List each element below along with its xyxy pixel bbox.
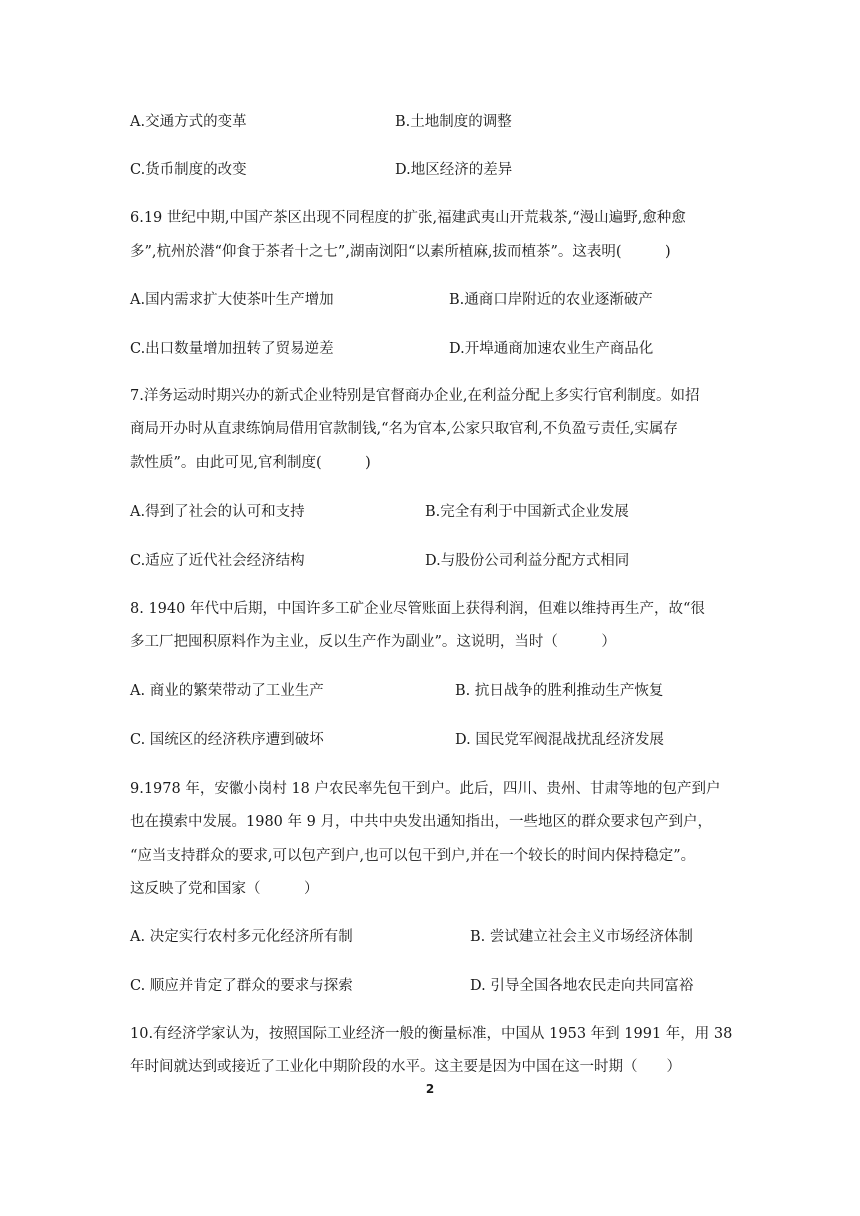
q9-option-c: C. 顺应并肯定了群众的要求与探索 — [130, 978, 353, 994]
q5-option-b: B.土地制度的调整 — [395, 114, 512, 130]
q6-option-d: D.开埠通商加速农业生产商品化 — [449, 341, 654, 357]
q9-option-b: B. 尝试建立社会主义市场经济体制 — [470, 929, 693, 945]
q6-stem-line-1: 6.19 世纪中期,中国产茶区出现不同程度的扩张,福建武夷山开荒栽茶,“漫山遍野,愈种愈 — [130, 210, 686, 226]
q9-option-a: A. 决定实行农村多元化经济所有制 — [130, 929, 353, 945]
q7-option-b: B.完全有利于中国新式企业发展 — [425, 504, 629, 520]
q9-stem-line-3: “应当支持群众的要求,可以包产到户,也可以包干到户,并在一个较长的时间内保持稳定”。 — [130, 848, 696, 864]
q10-stem-line-2: 年时间就达到或接近了工业化中期阶段的水平。这主要是因为中国在这一时期（ ） — [130, 1059, 681, 1075]
q7-option-c: C.适应了近代社会经济结构 — [130, 553, 305, 569]
q8-stem-line-2: 多工厂把囤积原料作为主业，反以生产作为副业”。这说明，当时（ ） — [130, 634, 616, 650]
q7-stem-line-1: 7.洋务运动时期兴办的新式企业特别是官督商办企业,在利益分配上多实行官利制度。如招 — [130, 388, 700, 404]
q5-option-c: C.货币制度的改变 — [130, 162, 247, 178]
q8-stem-line-1: 8. 1940 年代中后期，中国许多工矿企业尽管账面上获得利润，但难以维持再生产，故“很 — [130, 601, 705, 617]
q6-option-b: B.通商口岸附近的农业逐渐破产 — [449, 292, 653, 308]
q8-option-b: B. 抗日战争的胜利推动生产恢复 — [455, 683, 664, 699]
q8-option-c: C. 国统区的经济秩序遭到破坏 — [130, 732, 324, 748]
q6-stem-line-2: 多”,杭州於潜“仰食于茶者十之七”,湖南浏阳“以素所植麻,拔而植茶”。这表明( ) — [130, 244, 671, 260]
q7-option-a: A.得到了社会的认可和支持 — [130, 504, 305, 520]
q5-option-d: D.地区经济的差异 — [395, 162, 513, 178]
q10-stem-line-1: 10.有经济学家认为，按照国际工业经济一般的衡量标准，中国从 1953 年到 1991 年，用 38 — [130, 1026, 733, 1042]
q9-stem-line-1: 9.1978 年，安徽小岗村 18 户农民率先包干到户。此后，四川、贵州、甘肃等地的包产到户 — [130, 781, 721, 797]
page-number: 2 — [425, 1082, 435, 1096]
q5-option-a: A.交通方式的变革 — [130, 114, 247, 130]
q9-option-d: D. 引导全国各地农民走向共同富裕 — [470, 978, 694, 994]
q6-option-c: C.出口数量增加扭转了贸易逆差 — [130, 341, 334, 357]
q6-option-a: A.国内需求扩大使茶叶生产增加 — [130, 292, 334, 308]
q9-stem-line-2: 也在摸索中发展。1980 年 9 月，中共中央发出通知指出，一些地区的群众要求包产到户， — [130, 814, 712, 830]
q8-option-a: A. 商业的繁荣带动了工业生产 — [130, 683, 324, 699]
q7-stem-line-3: 款性质”。由此可见,官利制度( ) — [130, 455, 371, 471]
q7-stem-line-2: 商局开办时从直隶练饷局借用官款制钱,“名为官本,公家只取官利,不负盈亏责任,实属存 — [130, 421, 678, 437]
q7-option-d: D.与股份公司利益分配方式相同 — [425, 553, 630, 569]
q9-stem-line-4: 这反映了党和国家（ ） — [130, 881, 319, 897]
q8-option-d: D. 国民党军阀混战扰乱经济发展 — [455, 732, 664, 748]
